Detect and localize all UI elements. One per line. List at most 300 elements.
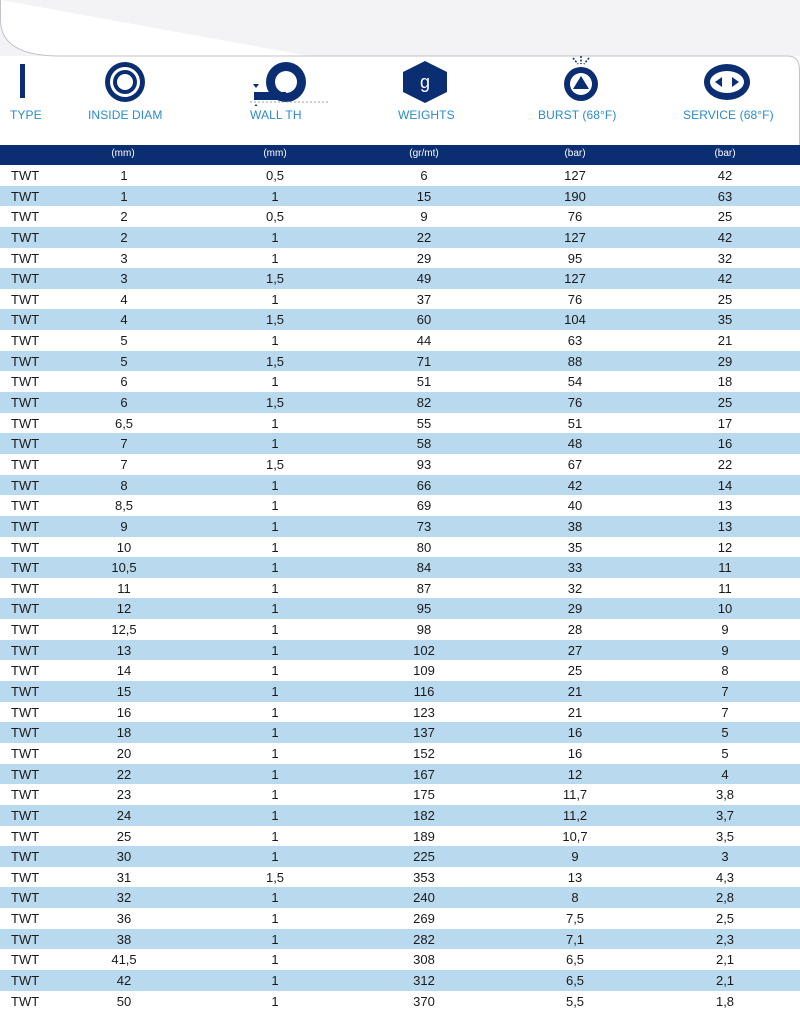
table-row	[0, 743, 800, 764]
cell-service: 11	[718, 580, 732, 596]
table-row	[0, 867, 800, 888]
cell-weight: 308	[413, 952, 435, 968]
cell-weight: 15	[416, 188, 432, 204]
cell-inside-diam: 14	[116, 663, 132, 679]
cell-service: 9	[721, 622, 729, 638]
cell-burst: 11,7	[562, 787, 588, 803]
table-row	[0, 826, 800, 847]
cell-burst: 21	[567, 684, 583, 700]
cell-wall-th: 1	[271, 188, 279, 204]
header-wall-th	[240, 56, 330, 145]
cell-type: TWT	[11, 456, 40, 472]
table-row	[0, 165, 800, 186]
cell-weight: 69	[416, 498, 432, 514]
cell-burst: 35	[567, 539, 583, 555]
cell-wall-th: 1	[271, 890, 279, 906]
cell-burst: 16	[567, 725, 583, 741]
cell-wall-th: 1	[271, 704, 279, 720]
cell-weight: 189	[413, 828, 435, 844]
cell-weight: 55	[416, 415, 432, 431]
table-row	[0, 784, 800, 805]
table-row	[0, 268, 800, 289]
units-bar	[0, 145, 800, 165]
cell-type: TWT	[11, 353, 40, 369]
cell-service: 9	[721, 642, 729, 658]
wall-thickness-icon	[246, 60, 332, 106]
cell-burst: 6,5	[565, 952, 585, 968]
table-row	[0, 206, 800, 227]
cell-wall-th: 1	[271, 580, 279, 596]
cell-weight: 80	[416, 539, 432, 555]
cell-service: 25	[717, 291, 733, 307]
table-row	[0, 413, 800, 434]
cell-wall-th: 1	[271, 663, 279, 679]
cell-service: 25	[717, 395, 733, 411]
cell-burst: 11,2	[562, 807, 588, 823]
unit-inside-diam: (mm)	[111, 148, 135, 159]
cell-burst: 95	[567, 250, 583, 266]
cell-service: 3,8	[715, 787, 735, 803]
cell-inside-diam: 2	[120, 209, 128, 225]
cell-inside-diam: 4	[120, 291, 128, 307]
cell-type: TWT	[11, 209, 40, 225]
cell-type: TWT	[11, 704, 40, 720]
header-row	[0, 56, 800, 145]
cell-service: 5	[721, 745, 729, 761]
cell-type: TWT	[11, 188, 40, 204]
svg-text:g: g	[419, 72, 431, 92]
table-row	[0, 557, 800, 578]
cell-burst: 54	[567, 374, 583, 390]
cell-service: 4,3	[715, 869, 735, 885]
cell-inside-diam: 9	[120, 518, 128, 534]
type-bar-icon	[19, 64, 27, 98]
cell-burst: 127	[564, 271, 586, 287]
cell-burst: 29	[567, 601, 583, 617]
cell-service: 2,1	[715, 972, 735, 988]
service-eye-icon	[702, 62, 752, 102]
cell-burst: 190	[564, 188, 586, 204]
cell-weight: 71	[416, 353, 432, 369]
cell-burst: 104	[564, 312, 586, 328]
weight-g-icon	[400, 60, 450, 104]
cell-inside-diam: 16	[116, 704, 132, 720]
cell-burst: 6,5	[565, 972, 585, 988]
cell-wall-th: 1,5	[265, 869, 285, 885]
header-type	[0, 56, 60, 145]
table-row	[0, 351, 800, 372]
cell-weight: 123	[413, 704, 435, 720]
cell-service: 63	[717, 188, 733, 204]
cell-inside-diam: 12	[116, 601, 132, 617]
cell-inside-diam: 10,5	[111, 560, 137, 576]
cell-burst: 51	[567, 415, 583, 431]
cell-inside-diam: 1	[120, 188, 128, 204]
cell-type: TWT	[11, 518, 40, 534]
cell-service: 42	[717, 229, 733, 245]
cell-weight: 102	[413, 642, 435, 658]
cell-inside-diam: 20	[116, 745, 132, 761]
cell-weight: 167	[413, 766, 435, 782]
cell-inside-diam: 1	[120, 168, 128, 183]
unit-burst: (bar)	[564, 148, 586, 159]
cell-wall-th: 1	[271, 601, 279, 617]
cell-burst: 16	[567, 745, 583, 761]
table-row	[0, 660, 800, 681]
cell-wall-th: 1	[271, 931, 279, 947]
cell-wall-th: 1	[271, 333, 279, 349]
cell-weight: 116	[413, 684, 435, 700]
cell-type: TWT	[11, 972, 40, 988]
cell-burst: 67	[567, 456, 583, 472]
cell-burst: 12	[567, 766, 583, 782]
header-service	[680, 56, 780, 145]
cell-wall-th: 0,5	[265, 168, 285, 183]
table-row	[0, 619, 800, 640]
cell-inside-diam: 13	[116, 642, 132, 658]
table-row	[0, 248, 800, 269]
header-label-burst: BURST (68°F)	[538, 108, 617, 122]
cell-type: TWT	[11, 745, 40, 761]
table-row	[0, 186, 800, 207]
cell-type: TWT	[11, 952, 40, 968]
cell-weight: 6	[420, 168, 428, 183]
cell-service: 2,8	[715, 890, 735, 906]
cell-type: TWT	[11, 642, 40, 658]
cell-weight: 82	[416, 395, 432, 411]
cell-burst: 33	[567, 560, 583, 576]
spec-table	[0, 165, 800, 1011]
cell-type: TWT	[11, 766, 40, 782]
cell-weight: 93	[416, 456, 432, 472]
cell-wall-th: 1	[271, 684, 279, 700]
table-row	[0, 702, 800, 723]
cell-weight: 137	[413, 725, 435, 741]
cell-type: TWT	[11, 807, 40, 823]
cell-burst: 42	[567, 477, 583, 493]
cell-weight: 73	[416, 518, 432, 534]
table-row	[0, 371, 800, 392]
cell-type: TWT	[11, 993, 40, 1009]
cell-wall-th: 1	[271, 849, 279, 865]
cell-wall-th: 1	[271, 229, 279, 245]
cell-type: TWT	[11, 684, 40, 700]
cell-inside-diam: 38	[116, 931, 132, 947]
table-row	[0, 309, 800, 330]
cell-weight: 29	[416, 250, 432, 266]
cell-type: TWT	[11, 271, 40, 287]
cell-type: TWT	[11, 601, 40, 617]
cell-service: 2,5	[715, 911, 735, 927]
cell-inside-diam: 5	[120, 353, 128, 369]
cell-type: TWT	[11, 890, 40, 906]
cell-wall-th: 1	[271, 725, 279, 741]
cell-burst: 10,7	[562, 828, 588, 844]
cell-service: 1,8	[715, 993, 735, 1009]
cell-wall-th: 1	[271, 436, 279, 452]
cell-burst: 13	[567, 869, 583, 885]
cell-weight: 37	[416, 291, 432, 307]
cell-wall-th: 1	[271, 972, 279, 988]
header-burst	[535, 56, 625, 145]
header-label-type: TYPE	[10, 108, 42, 122]
cell-burst: 21	[567, 704, 583, 720]
cell-type: TWT	[11, 787, 40, 803]
cell-type: TWT	[11, 849, 40, 865]
cell-service: 3,7	[715, 807, 735, 823]
cell-service: 12	[717, 539, 733, 555]
cell-service: 5	[721, 725, 729, 741]
cell-burst: 76	[567, 291, 583, 307]
cell-service: 17	[717, 415, 733, 431]
cell-type: TWT	[11, 291, 40, 307]
cell-wall-th: 1	[271, 498, 279, 514]
cell-service: 14	[717, 477, 733, 493]
unit-service: (bar)	[714, 148, 736, 159]
cell-inside-diam: 7	[120, 456, 128, 472]
cell-service: 21	[717, 333, 733, 349]
table-row	[0, 433, 800, 454]
cell-weight: 22	[416, 229, 432, 245]
cell-weight: 9	[420, 209, 428, 225]
cell-inside-diam: 4	[120, 312, 128, 328]
table-row	[0, 495, 800, 516]
cell-type: TWT	[11, 663, 40, 679]
cell-inside-diam: 11	[117, 580, 131, 596]
table-row	[0, 475, 800, 496]
cell-service: 8	[721, 663, 729, 679]
table-row	[0, 227, 800, 248]
cell-inside-diam: 24	[116, 807, 132, 823]
cell-wall-th: 1	[271, 807, 279, 823]
header-inside-diam	[85, 56, 165, 145]
table-row	[0, 516, 800, 537]
cell-wall-th: 1,5	[265, 271, 285, 287]
cell-burst: 9	[571, 849, 579, 865]
cell-wall-th: 1	[271, 993, 279, 1009]
cell-weight: 152	[413, 745, 435, 761]
cell-inside-diam: 41,5	[111, 952, 137, 968]
cell-inside-diam: 10	[116, 539, 132, 555]
cell-inside-diam: 50	[116, 993, 132, 1009]
cell-weight: 95	[416, 601, 432, 617]
cell-type: TWT	[11, 931, 40, 947]
cell-type: TWT	[11, 911, 40, 927]
cell-service: 7	[721, 684, 729, 700]
cell-inside-diam: 18	[116, 725, 132, 741]
cell-service: 2,3	[715, 931, 735, 947]
cell-weight: 225	[413, 849, 435, 865]
cell-burst: 28	[567, 622, 583, 638]
cell-weight: 269	[413, 911, 435, 927]
cell-type: TWT	[11, 622, 40, 638]
cell-wall-th: 1	[271, 745, 279, 761]
table-row	[0, 949, 800, 970]
cell-burst: 7,1	[565, 931, 585, 947]
cell-inside-diam: 25	[116, 828, 132, 844]
cell-weight: 51	[416, 374, 432, 390]
cell-weight: 87	[416, 580, 432, 596]
cell-weight: 240	[413, 890, 435, 906]
cell-service: 22	[717, 456, 733, 472]
cell-inside-diam: 5	[120, 333, 128, 349]
cell-service: 7	[721, 704, 729, 720]
cell-wall-th: 1	[271, 415, 279, 431]
cell-burst: 76	[567, 395, 583, 411]
cell-service: 42	[717, 168, 733, 183]
table-row	[0, 392, 800, 413]
cell-type: TWT	[11, 580, 40, 596]
cell-wall-th: 1	[271, 911, 279, 927]
cell-wall-th: 1	[271, 374, 279, 390]
cell-inside-diam: 8	[120, 477, 128, 493]
cell-type: TWT	[11, 869, 40, 885]
cell-weight: 66	[416, 477, 432, 493]
cell-inside-diam: 42	[116, 972, 132, 988]
table-row	[0, 805, 800, 826]
cell-weight: 98	[416, 622, 432, 638]
cell-weight: 58	[416, 436, 432, 452]
cell-burst: 48	[567, 436, 583, 452]
cell-burst: 88	[567, 353, 583, 369]
cell-inside-diam: 3	[120, 250, 128, 266]
cell-burst: 127	[564, 168, 586, 183]
cell-service: 35	[717, 312, 733, 328]
cell-burst: 5,5	[565, 993, 585, 1009]
unit-weights: (gr/mt)	[409, 148, 439, 159]
cell-wall-th: 1	[271, 539, 279, 555]
header-weights	[390, 56, 460, 145]
cell-inside-diam: 3	[120, 271, 128, 287]
cell-type: TWT	[11, 436, 40, 452]
cell-wall-th: 1,5	[265, 395, 285, 411]
cell-type: TWT	[11, 498, 40, 514]
cell-service: 25	[717, 209, 733, 225]
cell-service: 13	[717, 518, 733, 534]
cell-burst: 7,5	[565, 911, 585, 927]
table-row	[0, 970, 800, 991]
cell-weight: 312	[413, 972, 435, 988]
cell-burst: 8	[571, 890, 579, 906]
cell-type: TWT	[11, 312, 40, 328]
table-row	[0, 929, 800, 950]
cell-burst: 40	[567, 498, 583, 514]
cell-type: TWT	[11, 374, 40, 390]
cell-inside-diam: 23	[116, 787, 132, 803]
table-row	[0, 991, 800, 1012]
cell-weight: 60	[416, 312, 432, 328]
cell-inside-diam: 31	[116, 869, 132, 885]
cell-type: TWT	[11, 828, 40, 844]
cell-wall-th: 1	[271, 787, 279, 803]
cell-burst: 32	[567, 580, 583, 596]
cell-type: TWT	[11, 395, 40, 411]
header-label-wall-th: WALL TH	[250, 108, 302, 122]
cell-wall-th: 1,5	[265, 456, 285, 472]
table-row	[0, 681, 800, 702]
cell-service: 4	[721, 766, 729, 782]
cell-weight: 182	[413, 807, 435, 823]
table-row	[0, 640, 800, 661]
cell-weight: 370	[413, 993, 435, 1009]
cell-wall-th: 0,5	[265, 209, 285, 225]
cell-inside-diam: 6	[120, 374, 128, 390]
cell-weight: 44	[416, 333, 432, 349]
table-row	[0, 722, 800, 743]
cell-wall-th: 1	[271, 291, 279, 307]
cell-burst: 27	[567, 642, 583, 658]
table-row	[0, 289, 800, 310]
cell-service: 3	[721, 849, 729, 865]
table-row	[0, 454, 800, 475]
cell-type: TWT	[11, 250, 40, 266]
cell-service: 11	[718, 560, 732, 576]
table-row	[0, 578, 800, 599]
cell-inside-diam: 22	[116, 766, 132, 782]
cell-type: TWT	[11, 477, 40, 493]
cell-type: TWT	[11, 539, 40, 555]
cell-inside-diam: 30	[116, 849, 132, 865]
cell-inside-diam: 7	[120, 436, 128, 452]
cell-inside-diam: 15	[116, 684, 132, 700]
cell-inside-diam: 6,5	[114, 415, 134, 431]
cell-type: TWT	[11, 229, 40, 245]
cell-service: 16	[717, 436, 733, 452]
cell-inside-diam: 2	[120, 229, 128, 245]
table-row	[0, 330, 800, 351]
cell-service: 32	[717, 250, 733, 266]
cell-type: TWT	[11, 560, 40, 576]
cell-service: 29	[717, 353, 733, 369]
table-row	[0, 908, 800, 929]
cell-wall-th: 1	[271, 642, 279, 658]
cell-weight: 49	[416, 271, 432, 287]
table-row	[0, 764, 800, 785]
table-row	[0, 846, 800, 867]
cell-service: 13	[717, 498, 733, 514]
cell-service: 3,5	[715, 828, 735, 844]
cell-wall-th: 1	[271, 766, 279, 782]
cell-burst: 63	[567, 333, 583, 349]
cell-service: 18	[717, 374, 733, 390]
cell-wall-th: 1	[271, 952, 279, 968]
cell-type: TWT	[11, 725, 40, 741]
cell-wall-th: 1	[271, 560, 279, 576]
cell-burst: 127	[564, 229, 586, 245]
cell-type: TWT	[11, 333, 40, 349]
cell-wall-th: 1	[271, 622, 279, 638]
cell-burst: 25	[567, 663, 583, 679]
cell-wall-th: 1,5	[265, 312, 285, 328]
cell-weight: 175	[413, 787, 435, 803]
cell-wall-th: 1	[271, 250, 279, 266]
table-row	[0, 598, 800, 619]
cell-weight: 282	[413, 931, 435, 947]
unit-wall-th: (mm)	[263, 148, 287, 159]
cell-inside-diam: 12,5	[111, 622, 137, 638]
cell-burst: 38	[567, 518, 583, 534]
cell-weight: 109	[413, 663, 435, 679]
cell-inside-diam: 8,5	[114, 498, 134, 514]
cell-type: TWT	[11, 415, 40, 431]
ring-icon	[103, 60, 147, 104]
cell-wall-th: 1	[271, 828, 279, 844]
header-label-inside-diam: INSIDE DIAM	[88, 108, 163, 122]
cell-inside-diam: 32	[116, 890, 132, 906]
cell-burst: 76	[567, 209, 583, 225]
cell-wall-th: 1,5	[265, 353, 285, 369]
cell-inside-diam: 36	[116, 911, 132, 927]
